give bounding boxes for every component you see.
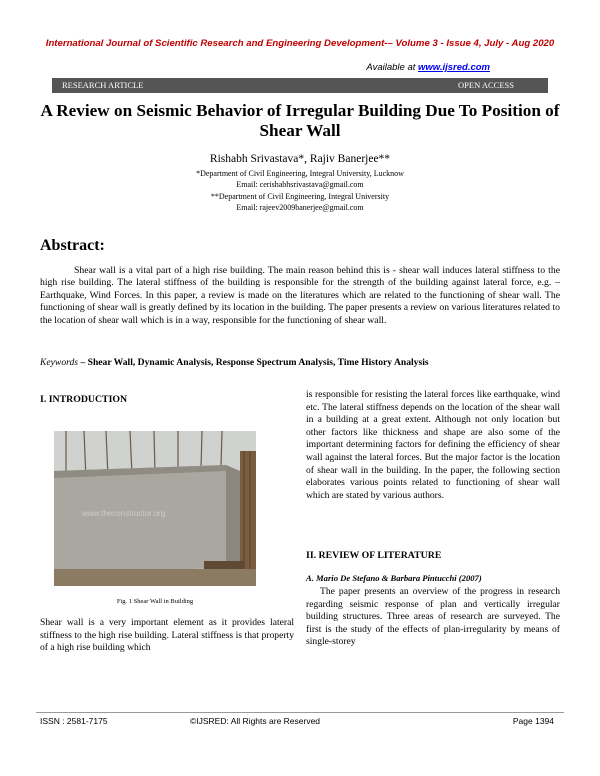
- journal-url-link[interactable]: www.ijsred.com: [418, 62, 490, 73]
- figure-caption: Fig. 1 Shear Wall in Building: [116, 598, 194, 605]
- review-text: The paper presents an overview of the progress in research regarding seismic response of plan and vertically irregular building structures. Three areas of research are surveyed. The first is the study of the effects of plan-irregularity by means of single-storey: [306, 586, 560, 648]
- email-1: Email: cerishabhsrivastava@gmail.com: [236, 180, 364, 189]
- footer-page-number: Page 1394: [512, 716, 554, 726]
- abstract-heading: Abstract:: [40, 237, 105, 254]
- affiliation-2: **Department of Civil Engineering, Integral University: [210, 192, 390, 201]
- available-prefix: Available at: [366, 62, 416, 73]
- keywords-line: [40, 357, 580, 368]
- review-subheading: A. Mario De Stefano & Barbara Pintucchi (2007): [306, 573, 482, 583]
- open-access-label: OPEN ACCESS: [458, 80, 514, 90]
- keywords-label: Keywords: [40, 357, 79, 368]
- article-banner: [52, 78, 548, 93]
- availability-line: [366, 62, 490, 73]
- shear-wall-photo: [54, 431, 256, 586]
- intro-heading: I. INTRODUCTION: [40, 394, 128, 405]
- journal-header: International Journal of Scientific Research and Engineering Development-– Volume 3 - Issue 4, July - Aug 2020: [45, 38, 555, 49]
- paper-title: A Review on Seismic Behavior of Irregular Building Due To Position of Shear Wall: [40, 101, 560, 140]
- article-type: RESEARCH ARTICLE: [62, 80, 144, 90]
- literature-review-heading: II. REVIEW OF LITERATURE: [306, 550, 442, 561]
- affiliation-1: *Department of Civil Engineering, Integral University, Lucknow: [196, 169, 404, 178]
- intro-text: Shear wall is a very important element as it provides lateral stiffness to the high rise building. Lateral stiffness is that property of a high rise building which: [40, 617, 294, 654]
- intro-text-continued: is responsible for resisting the lateral forces like earthquake, wind etc. The lateral stiffness depends on the location of the shear wall in a building at a great extent. Although not only location but other factors like thickness and shape are also some of the important determining factors for defining the efficiency of shear wall against the lateral forces. But the major factor is the location of shear wall in the building. In the paper, the following section elaborates various points related to functioning of shear wall which are stated by various authors.: [306, 389, 560, 501]
- footer-issn: ISSN : 2581-7175: [40, 716, 108, 726]
- photo-watermark: www.theconstructor.org: [82, 509, 166, 518]
- footer-rights: ©IJSRED: All Rights are Reserved: [190, 716, 321, 726]
- email-2: Email: rajeev2009banerjee@gmail.com: [236, 203, 364, 212]
- footer-rule: [36, 712, 564, 713]
- keywords-list: – Shear Wall, Dynamic Analysis, Response Spectrum Analysis, Time History Analysis: [80, 357, 429, 368]
- abstract-text: Shear wall is a vital part of a high rise building. The main reason behind this is - shear wall induces lateral stiffness to the high rise building. The lateral stiffness of the building is responsible for the strength of the building against lateral force, e.g. – Earthquake, Wind Forces. In this paper, a review is made on the literatures which are related to the functioning of shear wall. The functioning of shear wall is greatly defined by its location in the building. The paper presents a review on various literatures related to the location of shear wall which is in a way, responsible for the functioning of shear wall.: [40, 265, 560, 326]
- paper-authors: Rishabh Srivastava*, Rajiv Banerjee**: [209, 153, 391, 165]
